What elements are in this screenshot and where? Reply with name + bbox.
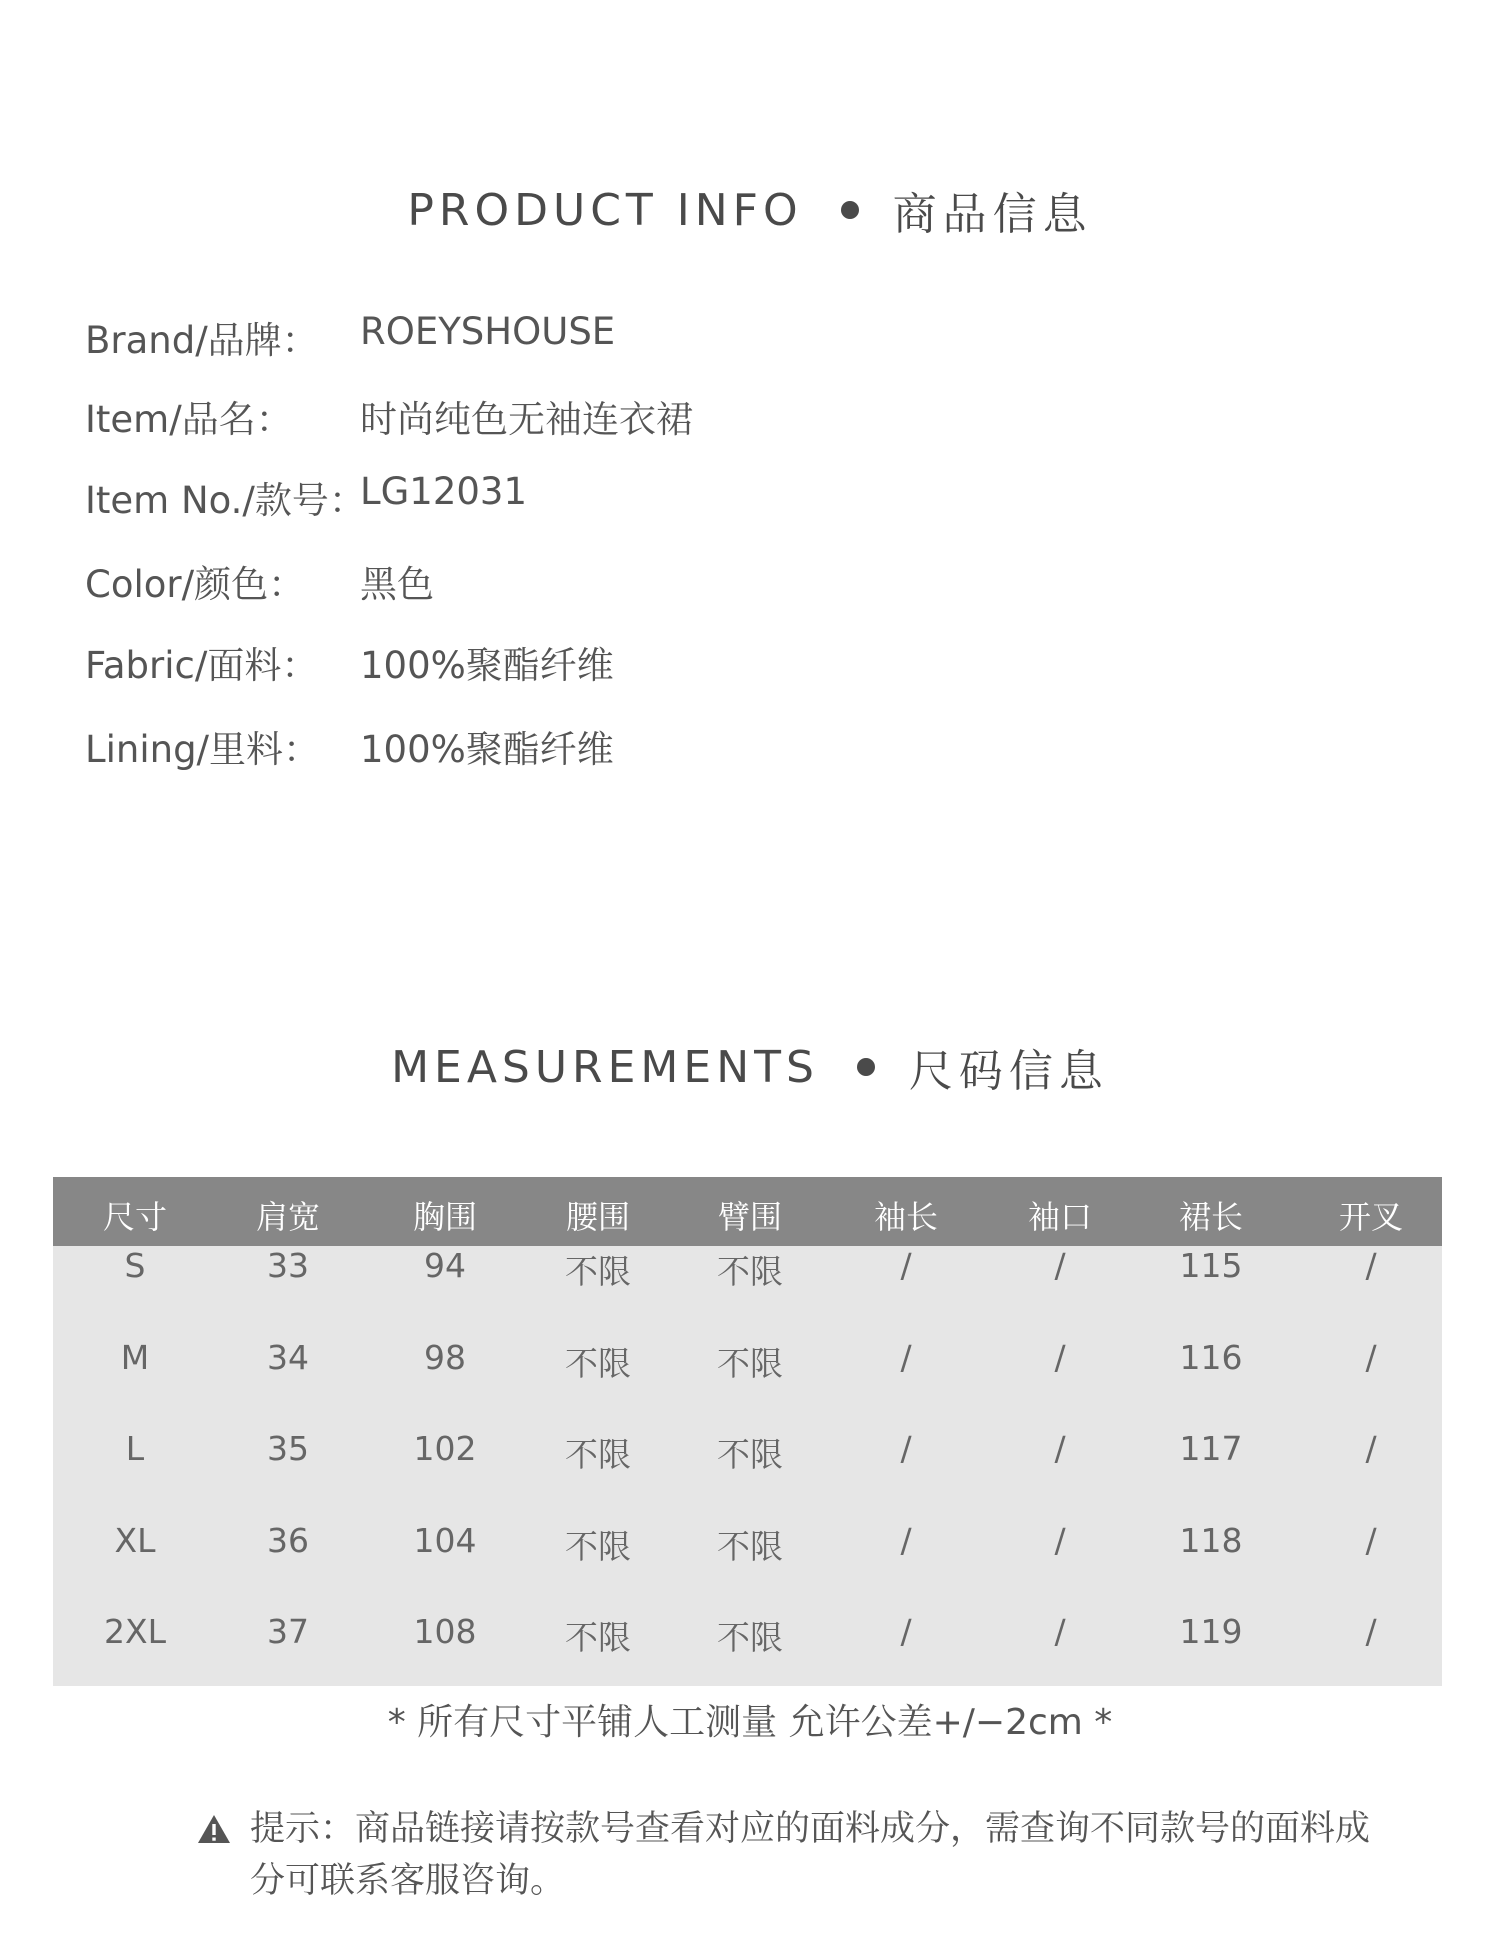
- table-cell: 37: [267, 1612, 309, 1651]
- table-cell: 119: [1179, 1612, 1243, 1651]
- table-cell: /: [1054, 1338, 1066, 1377]
- table-header-cell: 开叉: [1338, 1198, 1404, 1236]
- table-cell: 117: [1179, 1429, 1243, 1468]
- table-cell: 115: [1179, 1246, 1243, 1285]
- table-header-cell: 裙长: [1178, 1198, 1244, 1236]
- table-cell: /: [1365, 1338, 1377, 1377]
- table-cell: 35: [267, 1429, 309, 1468]
- table-cell: 不限: [717, 1435, 783, 1474]
- info-label: Lining/里料：: [85, 728, 321, 771]
- table-cell: /: [900, 1612, 912, 1651]
- table-cell: 104: [413, 1521, 477, 1560]
- table-header-cell: 袖口: [1027, 1198, 1093, 1236]
- product-info-title-en: PRODUCT INFO: [407, 184, 803, 236]
- bullet-dot-icon: [841, 201, 859, 219]
- tip-text: 提示：商品链接请按款号查看对应的面料成分，需查询不同款号的面料成分可联系客服咨询。: [250, 1809, 1371, 1901]
- size-table: [53, 1177, 1442, 1686]
- table-cell: 不限: [717, 1527, 783, 1566]
- info-value: 时尚纯色无袖连衣裙: [360, 398, 693, 441]
- info-label: Item No./款号：: [85, 479, 366, 522]
- table-cell: 不限: [565, 1344, 631, 1383]
- product-info-title-cn: 商品信息: [892, 189, 1093, 240]
- table-cell: M: [120, 1338, 150, 1377]
- info-value: LG12031: [360, 470, 527, 513]
- table-cell: /: [1365, 1246, 1377, 1285]
- table-cell: 不限: [565, 1435, 631, 1474]
- table-cell: /: [1054, 1246, 1066, 1285]
- info-label: Item/品名：: [85, 398, 293, 441]
- table-cell: /: [1365, 1612, 1377, 1651]
- measurements-title-cn: 尺码信息: [908, 1046, 1109, 1097]
- table-cell: /: [1054, 1612, 1066, 1651]
- table-cell: /: [900, 1521, 912, 1560]
- table-cell: /: [1054, 1521, 1066, 1560]
- table-cell: 36: [267, 1521, 309, 1560]
- table-header-cell: 肩宽: [255, 1198, 321, 1236]
- table-cell: /: [1365, 1429, 1377, 1468]
- table-cell: 不限: [565, 1618, 631, 1657]
- measurements-title: [0, 1035, 1500, 1099]
- table-cell: S: [124, 1246, 146, 1285]
- info-value: ROEYSHOUSE: [360, 310, 616, 353]
- table-header-cell: 袖长: [873, 1198, 939, 1236]
- info-value: 100%聚酯纤维: [360, 644, 614, 687]
- info-value: 100%聚酯纤维: [360, 728, 614, 771]
- product-info-title: [0, 178, 1500, 242]
- table-cell: 2XL: [104, 1612, 166, 1651]
- info-label: Brand/品牌：: [85, 319, 319, 362]
- table-cell: 118: [1179, 1521, 1243, 1560]
- size-table-header: [53, 1177, 1442, 1246]
- table-cell: 不限: [717, 1344, 783, 1383]
- table-cell: 102: [413, 1429, 477, 1468]
- table-cell: /: [900, 1246, 912, 1285]
- warning-icon: [196, 1813, 232, 1845]
- table-cell: 不限: [565, 1527, 631, 1566]
- measurements-title-en: MEASUREMENTS: [391, 1041, 819, 1093]
- table-cell: 33: [267, 1246, 309, 1285]
- table-cell: 不限: [717, 1618, 783, 1657]
- bullet-dot-icon: [857, 1058, 875, 1076]
- table-cell: XL: [114, 1521, 156, 1560]
- measurement-note: * 所有尺寸平铺人工测量 允许公差+/−2cm *: [387, 1702, 1113, 1743]
- info-label: Fabric/面料：: [85, 644, 319, 687]
- table-cell: 94: [424, 1246, 466, 1285]
- info-label: Color/颜色：: [85, 563, 306, 606]
- table-cell: 108: [413, 1612, 477, 1651]
- table-cell: /: [900, 1429, 912, 1468]
- table-header-cell: 胸围: [412, 1198, 478, 1236]
- table-cell: 116: [1179, 1338, 1243, 1377]
- table-cell: /: [900, 1338, 912, 1377]
- table-cell: L: [125, 1429, 145, 1468]
- table-header-cell: 臂围: [717, 1198, 783, 1236]
- info-value: 黑色: [360, 563, 434, 606]
- table-cell: 98: [424, 1338, 466, 1377]
- table-cell: 不限: [717, 1252, 783, 1291]
- table-cell: /: [1365, 1521, 1377, 1560]
- table-cell: /: [1054, 1429, 1066, 1468]
- table-cell: 不限: [565, 1252, 631, 1291]
- table-header-cell: 腰围: [565, 1198, 631, 1236]
- table-cell: 34: [267, 1338, 309, 1377]
- table-header-cell: 尺寸: [102, 1198, 168, 1236]
